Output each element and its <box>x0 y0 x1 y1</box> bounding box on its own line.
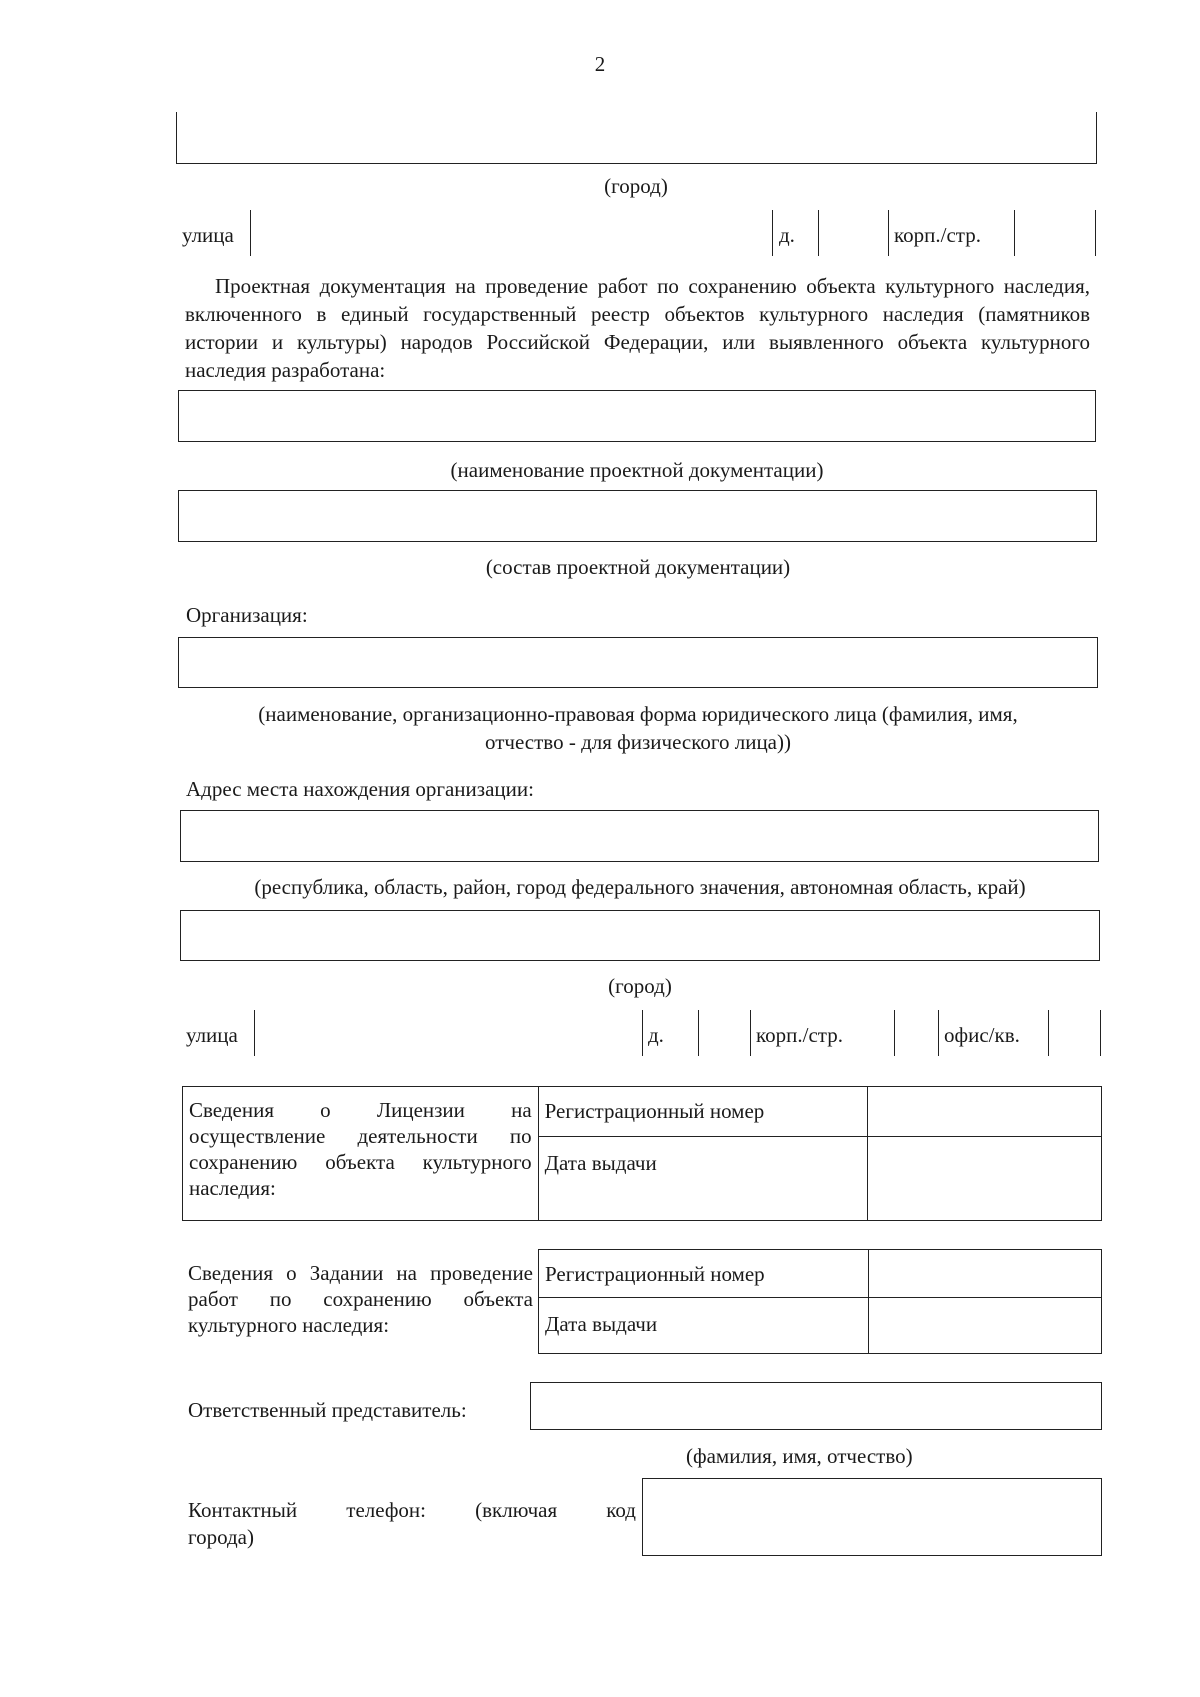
top-city-field[interactable] <box>176 163 1097 164</box>
bottom-office-label: офис/кв. <box>944 1023 1020 1047</box>
bottom-house-field[interactable] <box>698 1010 699 1056</box>
top-house-label: д. <box>779 223 795 247</box>
organization-caption-line2: отчество - для физического лица)) <box>485 730 791 754</box>
license-reg-number-label-cell <box>538 1087 868 1137</box>
license-reg-number-label: Регистрационный номер <box>544 1099 765 1123</box>
project-content-caption: (состав проектной документации) <box>485 555 791 579</box>
project-name-caption: (наименование проектной документации) <box>450 458 824 482</box>
project-paragraph: Проектная документация на проведение работ по сохранению объекта культурного наследия, включенного в единый государственный реестр объектов культурного наследия (памятников истории и культуры) народов Российской Федерации, или выявленного объекта культурного наследия разработана: <box>185 274 1090 382</box>
phone-label-line1: Контактный телефон: (включая код <box>188 1498 636 1522</box>
license-label: Сведения о Лицензии на осуществление деятельности по сохранению объекта культурного наследия: <box>189 1098 532 1200</box>
bottom-office-divider <box>938 1010 939 1056</box>
task-label: Сведения о Задании на проведение работ по сохранению объекта культурного наследия: <box>188 1261 533 1337</box>
bottom-building-label: корп./стр. <box>756 1023 843 1047</box>
task-issue-date-label: Дата выдачи <box>545 1312 658 1336</box>
task-reg-number-label-cell <box>539 1250 869 1298</box>
task-reg-number-field[interactable] <box>868 1250 1101 1298</box>
representative-field[interactable] <box>530 1382 1102 1430</box>
organization-caption-line1: (наименование, организационно-правовая форма юридического лица (фамилия, имя, <box>258 702 1018 726</box>
top-house-divider <box>772 210 773 256</box>
org-region-field[interactable] <box>180 810 1099 862</box>
top-building-field[interactable] <box>1014 210 1015 256</box>
license-reg-number-field[interactable] <box>868 1087 1102 1137</box>
bottom-building-field[interactable] <box>894 1010 895 1056</box>
bottom-street-field[interactable] <box>254 1010 255 1056</box>
phone-field[interactable] <box>642 1478 1102 1556</box>
bottom-row-end-border <box>1100 1010 1101 1056</box>
project-name-field[interactable] <box>178 390 1096 442</box>
license-issue-date-label: Дата выдачи <box>544 1151 657 1175</box>
bottom-house-divider <box>642 1010 643 1056</box>
top-building-label: корп./стр. <box>894 223 981 247</box>
task-issue-date-field[interactable] <box>868 1298 1101 1354</box>
organization-field[interactable] <box>178 637 1098 688</box>
bottom-building-divider <box>750 1010 751 1056</box>
top-city-field-right-border <box>1096 112 1097 164</box>
top-house-field[interactable] <box>818 210 819 256</box>
top-street-label: улица <box>182 223 234 247</box>
top-building-divider <box>888 210 889 256</box>
task-issue-date-label-cell <box>539 1298 869 1354</box>
project-content-field[interactable] <box>178 490 1097 542</box>
top-row-end-border <box>1095 210 1096 256</box>
bottom-street-label: улица <box>186 1023 238 1047</box>
task-reg-number-label: Регистрационный номер <box>545 1262 765 1286</box>
task-table <box>538 1249 1102 1354</box>
representative-label: Ответственный представитель: <box>188 1398 467 1422</box>
bottom-city-caption: (город) <box>608 974 672 998</box>
top-street-field[interactable] <box>250 210 251 256</box>
license-label-cell <box>183 1087 539 1221</box>
license-issue-date-field[interactable] <box>868 1137 1102 1221</box>
top-city-caption: (город) <box>604 174 668 198</box>
region-caption: (республика, область, район, город федерального значения, автономная область, край) <box>254 875 1026 899</box>
bottom-office-field[interactable] <box>1048 1010 1049 1056</box>
page-number: 2 <box>594 52 606 76</box>
license-table <box>182 1086 1102 1221</box>
organization-label: Организация: <box>186 603 308 627</box>
representative-caption: (фамилия, имя, отчество) <box>686 1444 913 1468</box>
org-address-label: Адрес места нахождения организации: <box>186 777 534 801</box>
phone-label-line2: города) <box>188 1525 254 1549</box>
org-city-field[interactable] <box>180 910 1100 961</box>
top-city-field-left-border <box>176 112 177 164</box>
license-issue-date-label-cell <box>538 1137 868 1221</box>
bottom-house-label: д. <box>648 1023 664 1047</box>
